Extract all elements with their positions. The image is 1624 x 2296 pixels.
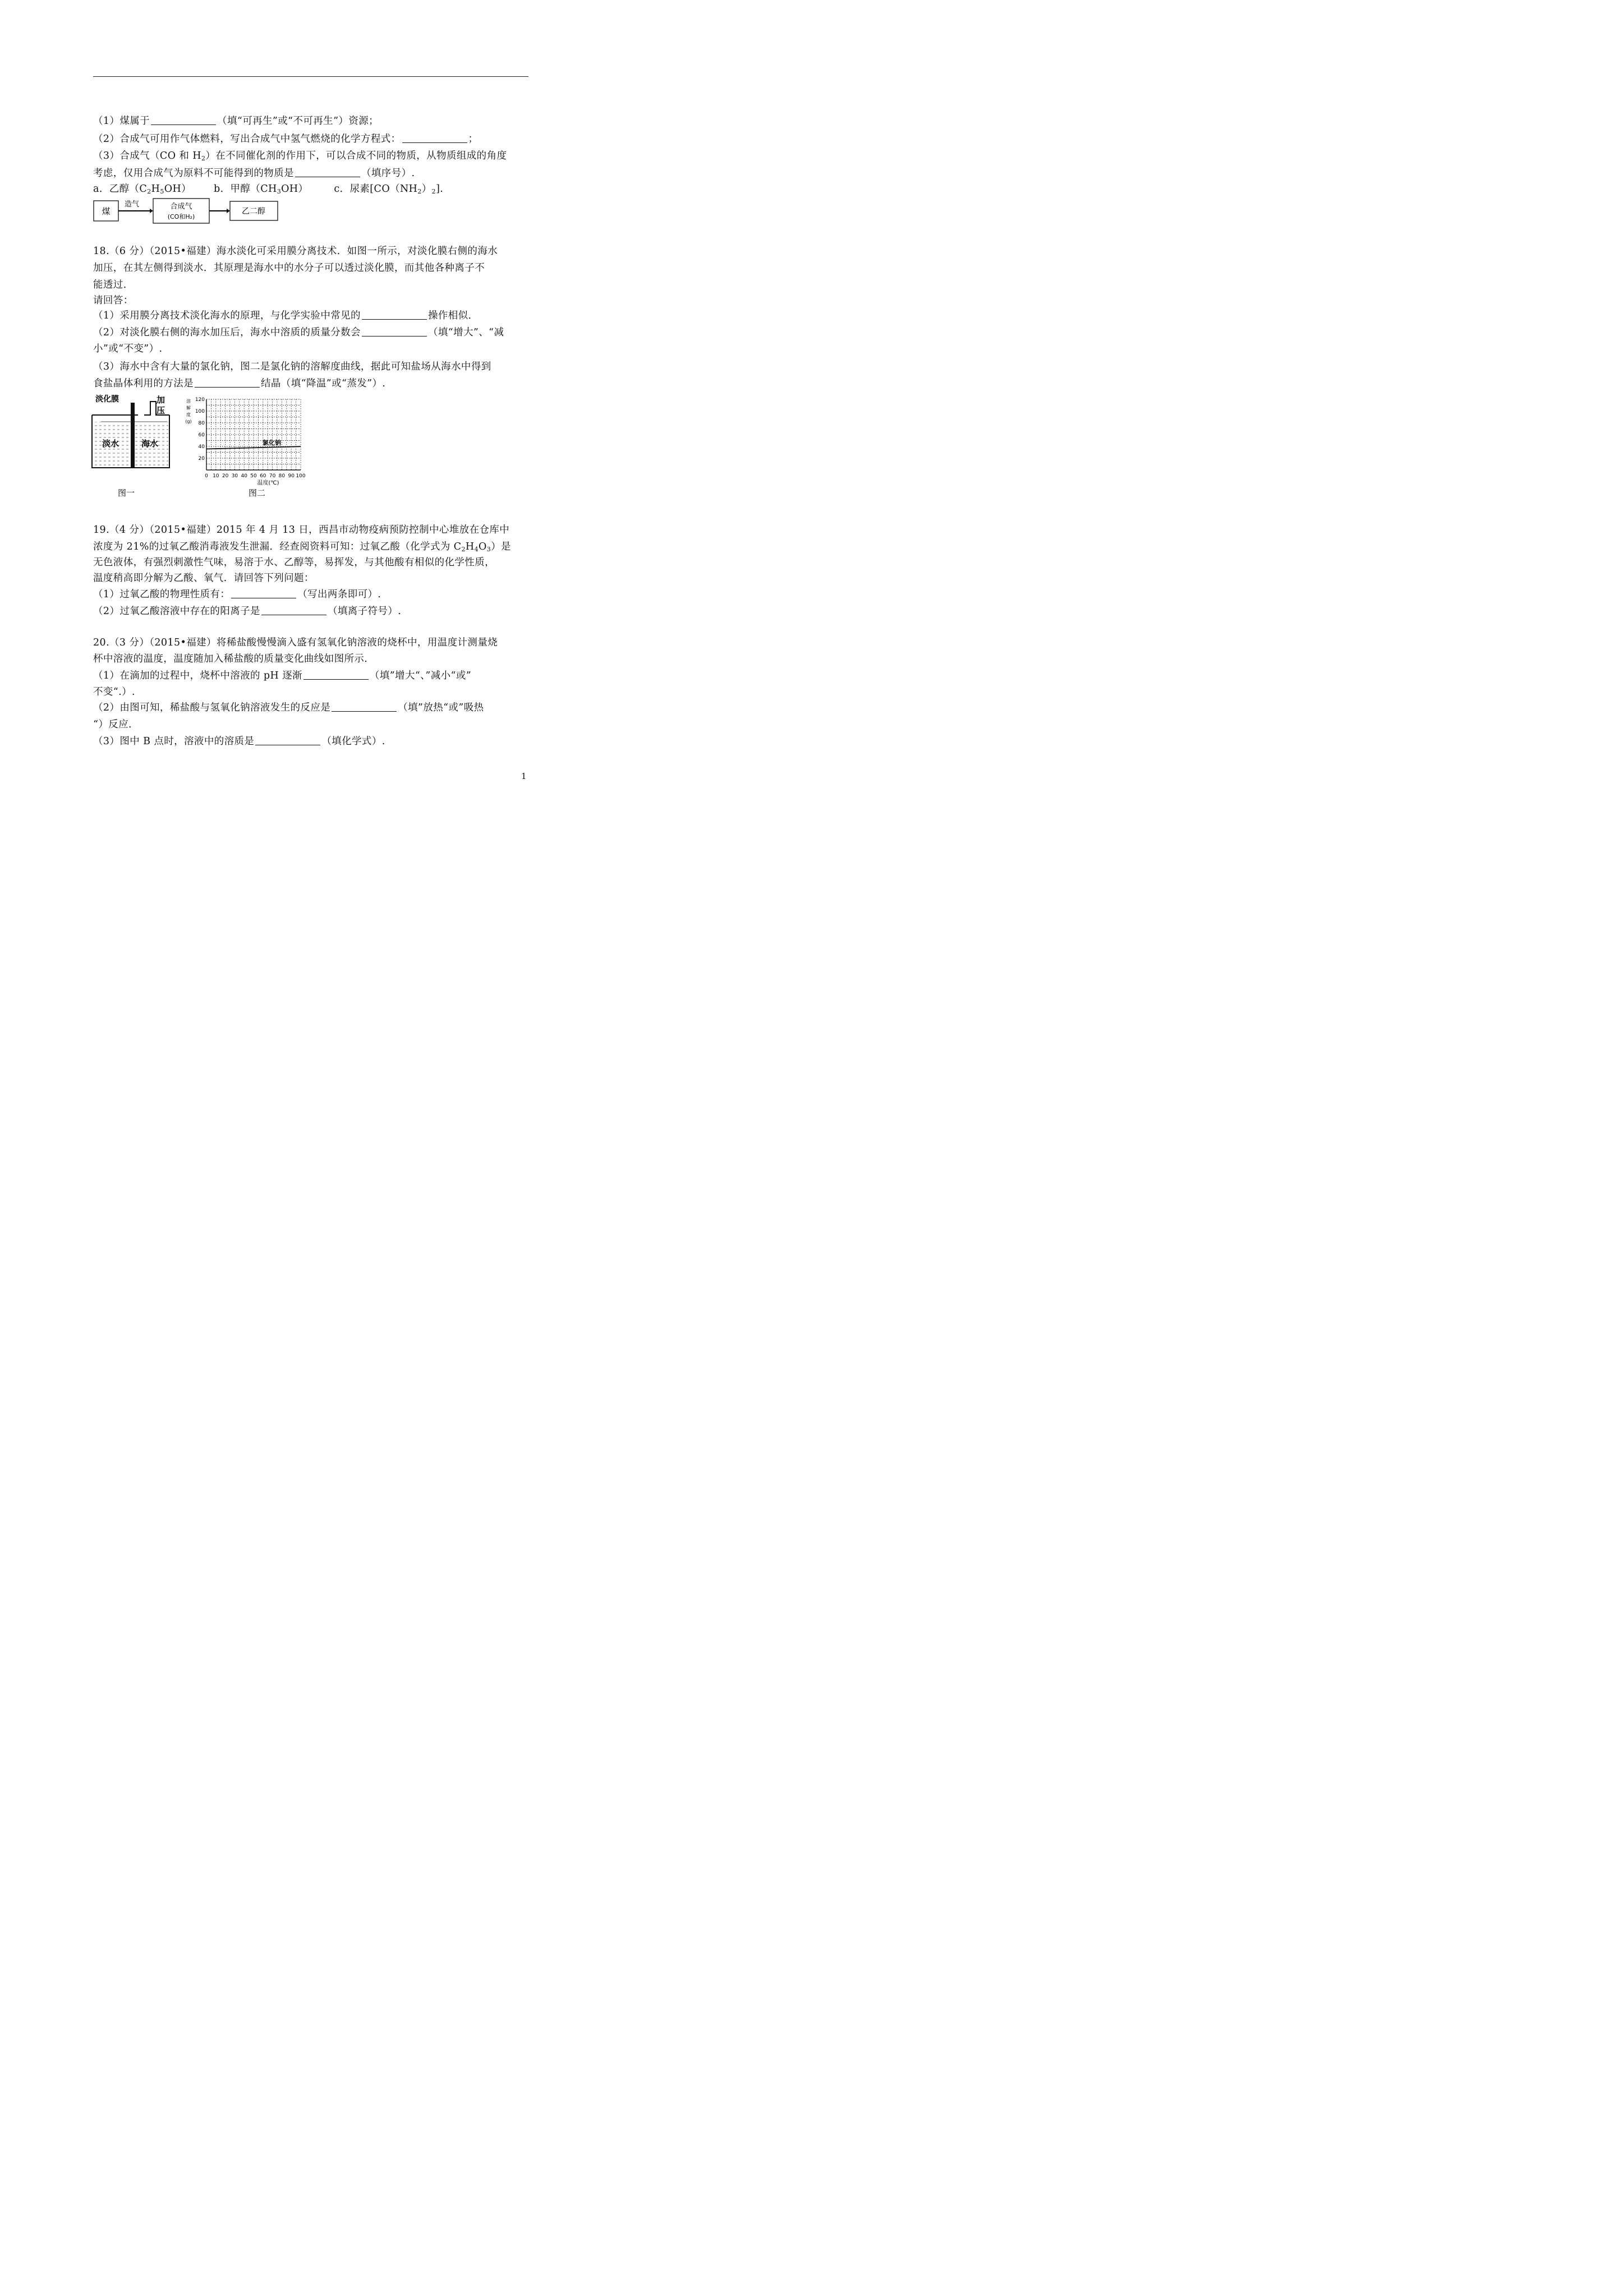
q20-line1: 20.（3 分）（2015•福建）将稀盐酸慢慢滴入盛有氢氧化钠溶液的烧杯中，用温度计测量烧: [93, 637, 498, 648]
y-axis-label: 度: [186, 412, 191, 417]
press-label-1: 加: [157, 395, 165, 405]
q20-part1: （1）在滴加的过程中，烧杯中溶液的 pH 逐渐 （填”增大“、”减小“或”: [93, 670, 472, 681]
sea-water-label: 海水: [141, 439, 159, 449]
q18-part2-line2: 小”或“不变”）.: [93, 343, 163, 354]
figure-solubility: [178, 393, 313, 505]
q19-line2: 浓度为 21%的过氧乙酸消毒液发生泄漏．经查阅资料可知：过氧乙酸（化学式为 $C_2H_4O_3$）是: [93, 541, 511, 553]
answer-blank[interactable]: [255, 735, 320, 745]
x-tick-label: 50: [250, 473, 257, 479]
x-tick-label: 100: [296, 473, 306, 479]
option-c: c．尿素$[CO(NH_2)_2]$.: [334, 183, 444, 195]
q17-part2: （2）合成气可用作气体燃料，写出合成气中氢气燃烧的化学方程式： ；: [93, 133, 479, 145]
x-tick-label: 20: [222, 473, 229, 479]
y-axis-label: (g): [185, 419, 192, 424]
x-tick-label: 70: [269, 473, 276, 479]
q18-part3-line2: 食盐晶体利用的方法是 结晶（填“降温”或“蒸发”）.: [93, 378, 386, 389]
answer-blank[interactable]: [332, 701, 397, 712]
q18-part3-line1: （3）海水中含有大量的氯化钠，图二是氯化钠的溶解度曲线，据此可知盐场从海水中得到: [93, 361, 491, 372]
answer-blank[interactable]: [231, 588, 296, 598]
answer-blank[interactable]: [362, 326, 427, 336]
q20-part3: （3）图中 B 点时，溶液中的溶质是 （填化学式）.: [93, 736, 385, 747]
q20-line2: 杯中溶液的温度，温度随加入稀盐酸的质量变化曲线如图所示．: [93, 653, 375, 665]
figure-membrane: [90, 393, 174, 505]
q19-part2: （2）过氧乙酸溶液中存在的阳离子是 （填离子符号）.: [93, 606, 402, 617]
y-tick-label: 100: [195, 409, 205, 414]
q20-part2-line2: “）反应．: [93, 719, 139, 730]
y-tick-label: 40: [198, 444, 205, 450]
x-tick-label: 90: [288, 473, 295, 479]
answer-blank[interactable]: [151, 114, 216, 125]
membrane-label: 淡化膜: [95, 395, 119, 404]
answer-blank[interactable]: [303, 669, 369, 680]
option-a: a．乙醇$(C_2H_5OH)$: [93, 183, 192, 195]
q18-line2: 加压，在其左侧得到淡水．其原理是海水中的水分子可以透过淡化膜，而其他各种离子不: [93, 262, 485, 274]
fresh-water-label: 淡水: [102, 439, 119, 449]
answer-blank[interactable]: [362, 309, 427, 320]
q18-part1: （1）采用膜分离技术淡化海水的原理，与化学实验中常见的 操作相似．: [93, 310, 479, 321]
page-number: 1: [521, 771, 527, 781]
product-label: 乙二醇: [242, 207, 265, 216]
q17-part3-line1: （3）合成气（CO 和 $H_2$）在不同催化剂的作用下，可以合成不同的物质，从物质组成的角度: [93, 150, 507, 162]
y-axis-label: 解: [186, 405, 191, 411]
q17-part3-line2: 考虑，仅用合成气为原料不可能得到的物质是 （填序号）.: [93, 168, 415, 179]
x-axis-label: 温度(℃): [257, 480, 279, 486]
q18-line1: 18.（6 分）（2015•福建）海水淡化可采用膜分离技术．如图一所示，对淡化膜右侧的海水: [93, 246, 498, 257]
figure2-caption: 图二: [248, 488, 266, 498]
q18-line4: 请回答：: [93, 295, 134, 306]
q19-line1: 19.（4 分）（2015•福建）2015 年 4 月 13 日，西昌市动物疫病预防控制中心堆放在仓库中: [93, 524, 510, 536]
arrow-label: 造气: [124, 200, 140, 209]
x-tick-label: 10: [213, 473, 219, 479]
answer-blank[interactable]: [195, 377, 260, 388]
document-page: [0, 0, 619, 875]
header-rule: [93, 76, 528, 77]
y-axis-label: 溶: [186, 399, 191, 404]
q20-part1-line2: 不变“.）.: [93, 686, 135, 698]
x-tick-label: 30: [231, 473, 238, 479]
x-tick-label: 80: [278, 473, 286, 479]
press-label-2: 压: [157, 405, 165, 416]
q20-part2: （2）由图可知，稀盐酸与氢氧化钠溶液发生的反应是 （填”放热“或”吸热: [93, 702, 484, 713]
chart-grid: [206, 399, 301, 470]
q19-line4: 温度稍高即分解为乙酸、氧气．请回答下列问题：: [93, 573, 314, 584]
coal-flow-diagram: [93, 197, 284, 224]
y-tick-label: 80: [198, 421, 205, 426]
figure1-caption: 图一: [117, 488, 135, 498]
x-tick-label: 0: [205, 473, 208, 479]
syngas-label: 合成气: [170, 202, 192, 211]
answer-blank[interactable]: [402, 132, 467, 143]
q17-options: [93, 182, 443, 196]
option-b: b．甲醇$(CH_3OH)$: [214, 183, 309, 195]
x-tick-label: 40: [241, 473, 247, 479]
y-tick-label: 20: [198, 456, 205, 462]
q18-part2: （2）对淡化膜右侧的海水加压后，海水中溶质的质量分数会 （填“增大”、“减: [93, 327, 504, 338]
answer-blank[interactable]: [295, 167, 360, 177]
q19-line3: 无色液体，有强烈刺激性气味，易溶于水、乙醇等，易挥发，与其他酸有相似的化学性质，: [93, 557, 495, 568]
y-tick-label: 60: [198, 432, 205, 438]
q17-part1: （1）煤属于 （填“可再生”或“不可再生”）资源；: [93, 116, 379, 127]
curve-label: 氯化钠: [263, 439, 281, 446]
y-tick-label: 120: [195, 397, 205, 403]
syngas-formula: (CO和H₂): [167, 213, 195, 220]
q19-part1: （1）过氧乙酸的物理性质有： （写出两条即可）.: [93, 589, 381, 600]
x-tick-label: 60: [260, 473, 266, 479]
coal-label: 煤: [102, 206, 111, 216]
answer-blank[interactable]: [261, 605, 326, 615]
q18-line3: 能透过．: [93, 279, 134, 291]
